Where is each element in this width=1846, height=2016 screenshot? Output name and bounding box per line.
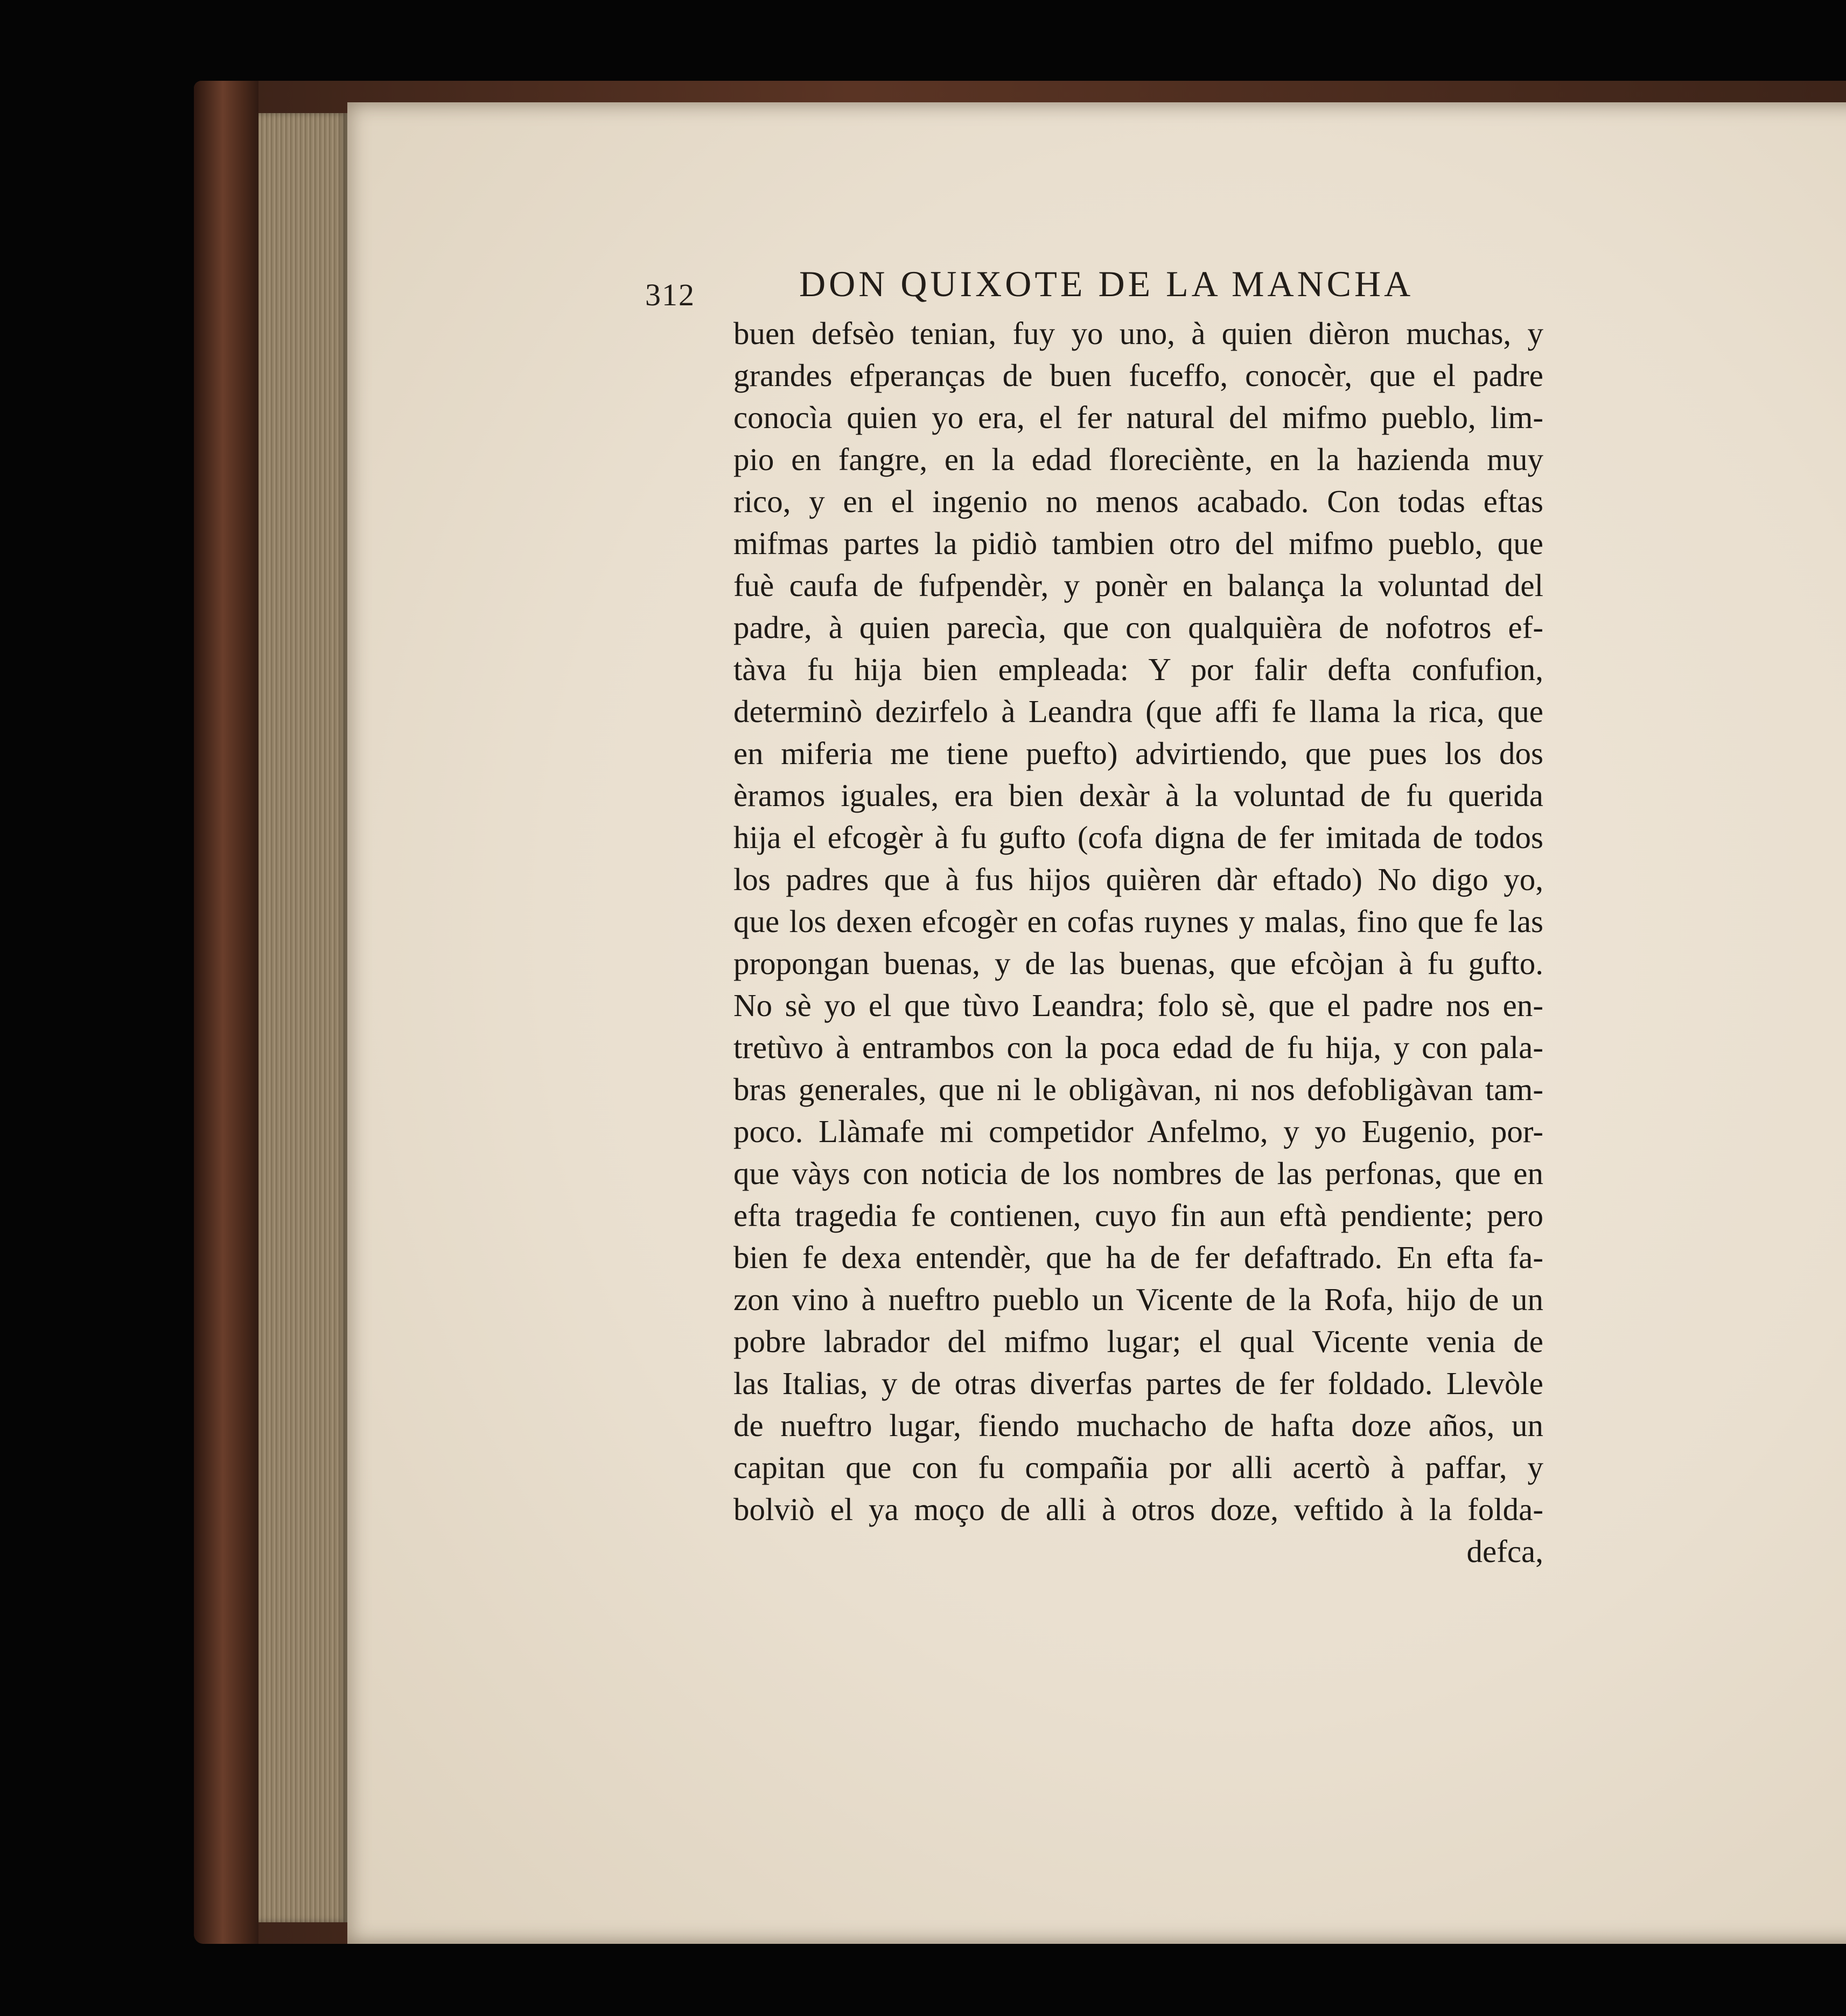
text-line: poco. Llàmafe mi competidor Anfelmo, y yo Eugenio, por- xyxy=(733,1114,1543,1149)
text-line: propongan buenas, y de las buenas, que efcòjan à fu gufto. xyxy=(733,946,1543,981)
text-line: que vàys con noticia de los nombres de las perfonas, que en xyxy=(733,1156,1543,1191)
page-edges-left xyxy=(258,113,347,1922)
text-line: pio en fangre, en la edad floreciènte, en la hazienda muy xyxy=(733,442,1543,477)
catchword: defca, xyxy=(1466,1534,1543,1569)
text-line: en miferia me tiene puefto) advirtiendo, que pues los dos xyxy=(733,736,1543,771)
text-line: fuè caufa de fufpendèr, y ponèr en balança la voluntad del xyxy=(733,568,1543,603)
text-line: bolviò el ya moço de alli à otros doze, veftido à la folda- xyxy=(733,1492,1543,1527)
page-number: 312 xyxy=(645,277,695,312)
body-text xyxy=(733,312,1543,1572)
running-head xyxy=(645,263,1542,312)
text-line: grandes efperanças de buen fuceffo, conocèr, que el padre xyxy=(733,358,1543,393)
text-line: èramos iguales, era bien dexàr à la voluntad de fu querida xyxy=(733,778,1543,813)
text-line: capitan que con fu compañia por alli acertò à paffar, y xyxy=(733,1450,1543,1485)
text-line: bras generales, que ni le obligàvan, ni nos defobligàvan tam- xyxy=(733,1072,1543,1107)
text-line: de nueftro lugar, fiendo muchacho de hafta doze años, un xyxy=(733,1408,1543,1443)
text-line: los padres que à fus hijos quièren dàr eftado) No digo yo, xyxy=(733,862,1543,897)
text-line: conocìa quien yo era, el fer natural del mifmo pueblo, lim- xyxy=(733,400,1543,435)
text-line: pobre labrador del mifmo lugar; el qual Vicente venia de xyxy=(733,1324,1543,1359)
text-line: que los dexen efcogèr en cofas ruynes y malas, fino que fe las xyxy=(733,904,1543,939)
text-line: zon vino à nueftro pueblo un Vicente de la Rofa, hijo de un xyxy=(733,1282,1543,1317)
text-line: mifmas partes la pidiò tambien otro del mifmo pueblo, que xyxy=(733,526,1543,561)
running-title: DON QUIXOTE DE LA MANCHA xyxy=(799,263,1414,304)
text-line: buen defsèo tenian, fuy yo uno, à quien dièron muchas, y xyxy=(733,316,1543,351)
text-line: tàva fu hija bien empleada: Y por falir defta confufion, xyxy=(733,652,1543,687)
text-line: las Italias, y de otras diverfas partes de fer foldado. Llevòle xyxy=(733,1366,1543,1401)
text-line: No sè yo el que tùvo Leandra; folo sè, que el padre nos en- xyxy=(733,988,1543,1023)
book-spine-leather xyxy=(194,81,258,1944)
text-line: determinò dezirfelo à Leandra (que affi fe llama la rica, que xyxy=(733,694,1543,729)
text-line: hija el efcogèr à fu gufto (cofa digna de fer imitada de todos xyxy=(733,820,1543,855)
text-line: padre, à quien parecìa, que con qualquièra de nofotros ef- xyxy=(733,610,1543,645)
text-line: tretùvo à entrambos con la poca edad de fu hija, y con pala- xyxy=(733,1030,1543,1065)
text-line: bien fe dexa entendèr, que ha de fer defaftrado. En efta fa- xyxy=(733,1240,1543,1275)
text-line: efta tragedia fe contienen, cuyo fin aun eftà pendiente; pero xyxy=(733,1198,1543,1233)
text-line: rico, y en el ingenio no menos acabado. Con todas eftas xyxy=(733,484,1543,519)
